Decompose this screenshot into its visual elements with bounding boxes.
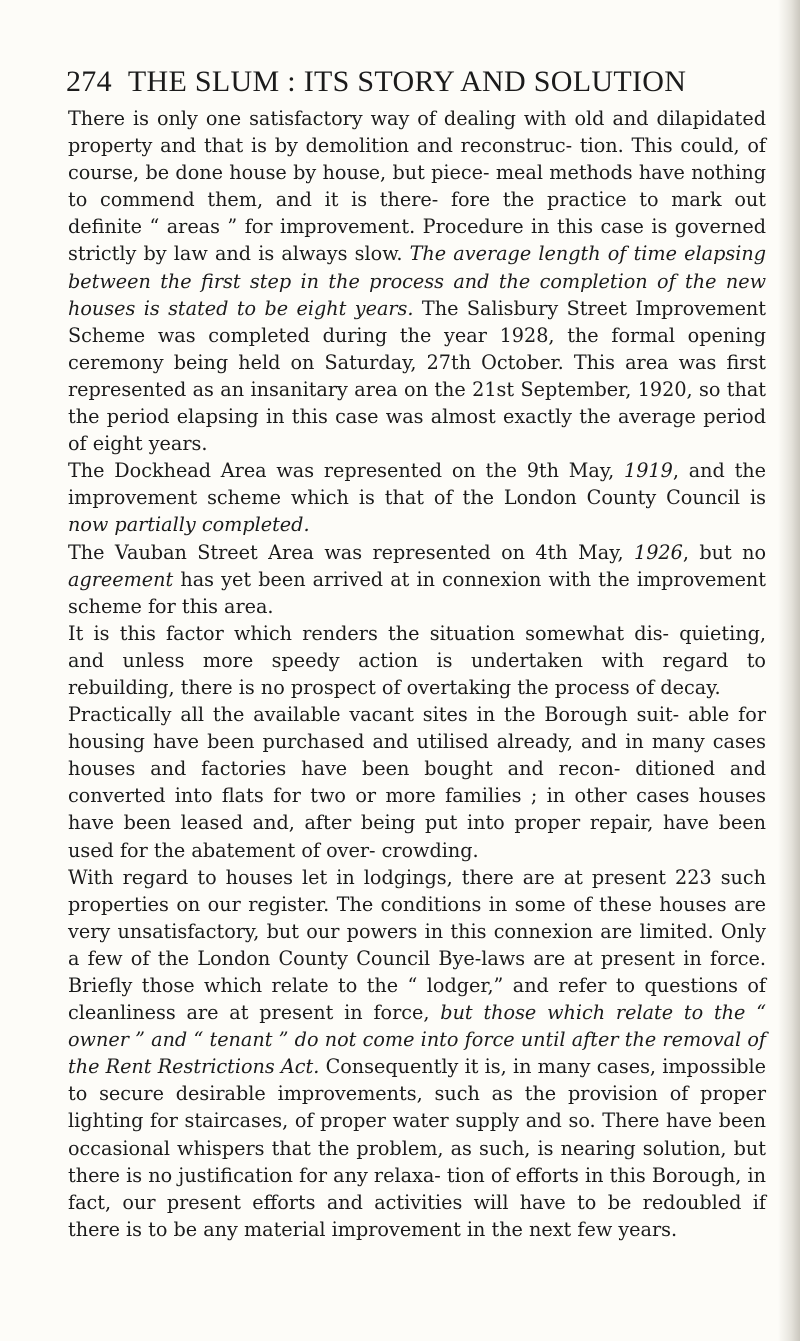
italic-text: but those which relate to the “ owner ” and “ tenant ” do not come into force until after the removal of the Rent Restrictions Act.	[68, 1001, 767, 1079]
paragraph	[68, 539, 766, 620]
text-run: , but no	[682, 540, 766, 564]
text-run: It is this factor which renders the situation somewhat dis- quieting, and unless more speedy action is undertaken with regard to rebuilding, there is no prospect of overtaking the process of decay.	[68, 621, 766, 699]
paragraph	[68, 864, 766, 1243]
italic-text: The average length of time elapsing between the first step in the process and the completion of the new houses is stated to be eight years.	[68, 242, 766, 320]
text-run: The Vauban Street Area was represented on 4th May,	[68, 540, 634, 564]
italic-text: agreement	[68, 567, 174, 591]
paragraph	[68, 701, 766, 864]
paragraph	[68, 457, 766, 538]
paragraph	[68, 105, 766, 457]
italic-text: now partially completed.	[68, 513, 310, 537]
text-run: There is only one satisfactory way of dealing with old and dilapidated property and that is by demolition and reconstruc- tion. This could, of course, be done house by house, but piece- meal methods have nothing to commend them, and it is there- fore the practice to mark out definite “ areas ” for improvement. Procedure in this case is governed strictly by law and is always slow.	[68, 107, 766, 266]
text-run: Consequently it is, in many cases, impossible to secure desirable improvements, such as the provision of proper lighting for staircases, of proper water supply and so. There have been occasional whispers that the problem, as such, is nearing solution, but there is no justification for any relaxa- tion of efforts in this Borough, in fact, our present efforts and activities will have to be redoubled if there is to be any material improvement in the next few years.	[68, 1055, 766, 1241]
italic-text: 1919	[624, 459, 673, 483]
text-run: Practically all the available vacant sites in the Borough suit- able for housing have been purchased and utilised already, and in many cases houses and factories have been bought and recon- ditioned and converted into flats for two or more families ; in other cases houses have been leased and, after being put into proper repair, have been used for the abatement of over- crowding.	[68, 703, 766, 862]
text-run: The Dockhead Area was represented on the 9th May,	[68, 459, 625, 483]
italic-text: 1926	[633, 540, 683, 564]
body-text	[68, 105, 766, 1243]
running-title: THE SLUM : ITS STORY AND SOLUTION	[127, 65, 687, 98]
page-number: 274	[66, 65, 112, 98]
running-header	[66, 58, 766, 106]
paragraph	[68, 620, 766, 701]
text-run: The Salisbury Street Improvement Scheme was completed during the year 1928, the formal opening ceremony being held on Saturday, 27th October. This area was first represented as an insanitary area on the 21st September, 1920, so that the period elapsing in this case was almost exactly the average period of eight years.	[68, 296, 767, 456]
text-run: , and the improvement scheme which is that of the London County Council is	[68, 459, 766, 510]
text-run: has yet been arrived at in connexion with the improvement scheme for this area.	[68, 567, 766, 618]
page-edge-shadow	[778, 0, 800, 1341]
text-run: With regard to houses let in lodgings, there are at present 223 such properties on our register. The conditions in some of these houses are very unsatisfactory, but our powers in this connexion are limited. Only a few of the London County Council Bye-laws are at present in force. Briefly those which relate to the “ lodger,” and refer to questions of cleanliness are at present in force,	[68, 865, 766, 1025]
